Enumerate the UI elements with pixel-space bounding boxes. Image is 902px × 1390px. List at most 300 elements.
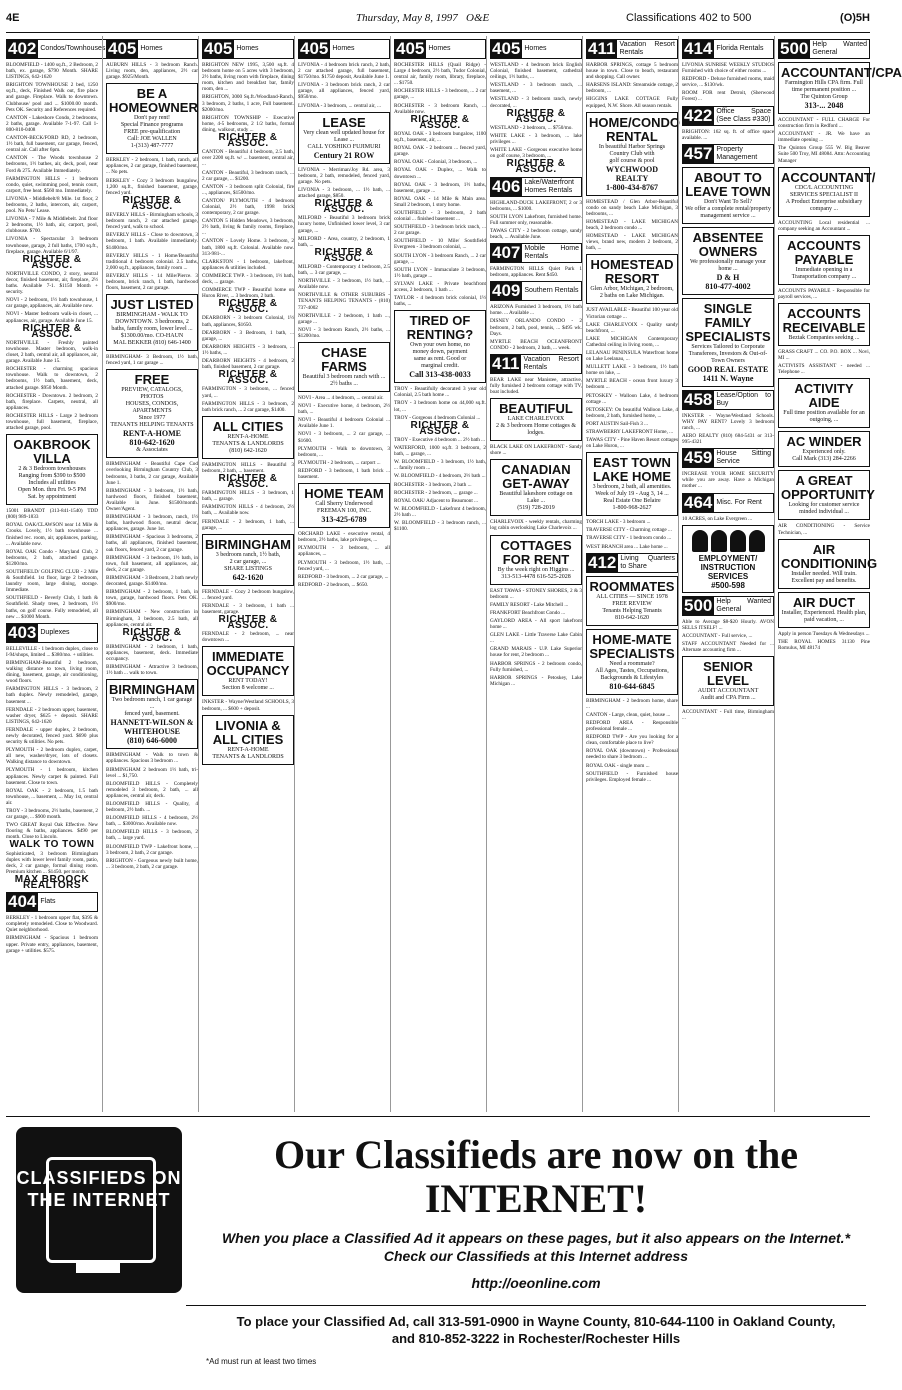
classified-ad: ROYAL OAK/CLAWSON near 14 Mile & Crooks. Lovely, 1½ bath townhouse ... finished rec. room, air, appliances, parking, ... Available now. — [6, 522, 98, 547]
category-heading — [490, 281, 582, 301]
classified-ad: REDFORD - 3 bedroom, 1 bath brick ... basement. — [298, 467, 390, 481]
classified-ad: ROYAL OAK - 2 bedroom ... fenced yard, garage. — [394, 145, 486, 158]
category-heading — [586, 553, 678, 573]
classified-ad: MILFORD - Area, country, 2 bedroom, 1 bath, ... — [298, 235, 390, 248]
classified-ad: FERNDALE - 2 bedroom, 1 bath, ... garage, ... — [202, 518, 294, 531]
classified-ad: ROCHESTER HILLS - 3 bedroom, ... 2 car garage, ... — [394, 88, 486, 101]
display-ad-phone: 642-1620 — [232, 572, 264, 582]
classified-ad: LIVONIA - Middlebelt/8 Mile. 1st floor, 2 bedrooms, 2 baths, intercom, air, carport, pool. No Pets/ Lease. — [6, 195, 98, 215]
display-ad-phone: 810-644-6845 — [609, 681, 655, 691]
display-ad-line: By the week right on Higgins ... — [497, 566, 575, 573]
display-ad-line: RENT-A-HOME — [227, 433, 269, 440]
display-ad-headline: ROOMMATES — [589, 578, 675, 594]
classified-column — [6, 36, 106, 1112]
category-heading — [682, 493, 774, 513]
display-ad-box — [586, 112, 678, 196]
classified-ad: BEAR LAKE near Manistee, attractive, fully furnished 2 bedroom cottage with TV, boat included. — [490, 376, 582, 396]
category-number: 403 — [8, 622, 37, 642]
classified-ad: ROCHESTER HILLS (Quail Ridge) - Large 4 bedroom, 2½ bath, Tudor Colonial, central air, family room, library, fireplace, ... $1750. — [394, 62, 486, 87]
classified-ad: ACTIVISTS ASSISTANT - needed ... Telephone ... — [778, 363, 870, 376]
display-ad-line: Tenants Helping Tenants — [602, 607, 662, 614]
classified-ad: SOUTHFIELD - 10 Mile/ Southfield Evergreen - 3 bedroom colonial, ... — [394, 238, 486, 251]
classified-ad: BLOOMFIELD HILLS - Quality, 4 bedroom, 2½ bath. ... — [106, 801, 198, 814]
classified-ad: W. BLOOMFIELD - 3 bedroom ranch, ... $1100. — [394, 519, 486, 533]
display-ad-company: RENT-A-HOME — [123, 429, 181, 439]
display-ad-box — [586, 576, 678, 626]
classified-ad: BIRMINGHAM - 2 bedroom home, share ... — [586, 697, 678, 710]
display-ad-line: Immediate opening in a Transportation company ... — [791, 266, 857, 280]
display-ad-line: Very clean well updated house for Lease ... — [303, 129, 385, 143]
category-number: 500 — [780, 39, 809, 58]
display-ad-line: 3 bedroom ranch, 1½ bath, — [215, 551, 281, 558]
page-header — [6, 6, 870, 33]
display-ad-box — [490, 535, 582, 585]
classified-ad: BIRMINGHAM - 2 bedroom, 1 bath, in town, garage, hardwood floors. Pets OK. $900/mo. — [106, 589, 198, 608]
classified-ad: ACCOUNTS PAYABLE - Responsible for payroll services, ... — [778, 287, 870, 300]
category-heading — [490, 177, 582, 197]
display-ad-line: TENANTS & LANDLORDS — [212, 440, 284, 447]
classified-ad: GRAND MARAIS - U.P. Lake Superior house for rent, 2 bedroom ... — [490, 646, 582, 659]
display-ad-headline: SENIOR LEVEL — [703, 659, 753, 689]
display-ad-line: (810) 642-1620 — [229, 447, 267, 454]
classified-ad: ACCOUNTANT - Full service, ... — [682, 632, 753, 639]
classified-ad: MYRTLE BEACH OCEANFRONT CONDO - 2 bedroom, 2 bath, ... week. — [490, 338, 582, 351]
classified-ad: LIVONIA - 7 Mile & Middlebelt. 2nd floor 2 bedrooms, 1½ bath, air, carport, pool, clubhouse. $700. — [6, 216, 98, 235]
classified-ad: ROOM FOR rent Detroit, (Sherwood Forest) ... — [682, 90, 774, 103]
classified-ad: ROCHESTER - charming spacious townhouse. Walk to downtown, 2 bedrooms, 1½ bath, basement, deck, attached garage. $950 Month. — [6, 366, 98, 391]
classified-ad: 15001 BRANDT (313-841-1540) TDD (800) 989-1833 — [6, 508, 98, 521]
display-ad-line: A Product Enterprise subsidiary company ... — [785, 198, 863, 212]
classified-ad: TROY - 3 bedrooms, 2½ baths, basement, 2 car garage, ... $900 month. — [6, 808, 98, 821]
display-ad-box — [106, 83, 198, 154]
advertiser-logo: RICHTER & ASSOC. — [506, 158, 566, 176]
display-ad-headline: LIVONIA & ALL CITIES — [212, 717, 284, 747]
category-heading — [490, 39, 582, 59]
classified-ad: BEVERLY HILLS - 14 Mile/Pierce. 3 bedroom, brick ranch, 1 bath, hardwood floors, basement, 2 car garage. — [106, 272, 198, 292]
category-label: Vacation Resort Rentals — [521, 354, 582, 374]
display-ad-line: 2 & 3 Bedroom townhouses — [18, 466, 86, 473]
display-ad-line: Own your own home, no — [410, 342, 470, 349]
classified-ad: WHITE LAKE - Gorgeous executive home on golf course, 3 bedroom, ... — [490, 147, 582, 160]
promo-footnote: *Ad must run at least two times — [206, 1357, 317, 1366]
issue-date: Thursday, May 8, 1997 O&E — [356, 12, 490, 24]
display-ad-line: Since 1977 — [138, 415, 166, 422]
classified-ad: DEARBORN HEIGHTS - 3 bedroom, ... 1½ baths, ... — [202, 343, 294, 356]
classified-ad: ROYAL OAK - 3 bedroom, 1½ baths, basement, garage ... — [394, 181, 486, 194]
display-ad-line: Full time position available for an outgoing, ... — [783, 410, 865, 424]
display-ad-box — [682, 298, 774, 387]
classified-ad: SOUTHFIELD - Furnished house privileges. Employed female ... — [586, 770, 678, 783]
classified-ad: PLYMOUTH - 2 bedroom duplex, carpet, all new, washer/dryer, lots of closets. Walking distance to downtown. — [6, 747, 98, 766]
display-ad-line: Special Finance programs — [120, 122, 184, 129]
display-ad-headline: BEAUTIFUL — [499, 401, 573, 417]
display-ad-headline: ABOUT TO LEAVE TOWN — [685, 169, 771, 199]
display-ad-line: Country Club with — [609, 150, 655, 157]
classified-ad: PLYMOUTH - Walk to downtown, 3 bedroom, ... — [298, 445, 390, 458]
category-heading — [682, 390, 774, 410]
display-ad-phone: 1411 N. Wayne — [702, 373, 754, 383]
display-ad-headline: COTTAGES FOR RENT — [500, 537, 572, 567]
classified-ad: GRASS CRAFT ... CO. P.O. BOX ... Novi, MI ... — [778, 349, 870, 362]
classified-ad: FARMINGTON HILLS - Beautiful 3 bedroom, 2 bath, ... basement. — [202, 461, 294, 474]
classified-ad: REDFORD - 3 bedroom, ... 2 car garage, ... — [298, 573, 389, 580]
category-heading — [6, 39, 106, 59]
display-ad-line: We professionally manage your home ... — [690, 258, 766, 272]
display-ad-headline: ACCOUNTS PAYABLE — [787, 237, 861, 267]
classified-ad: ROYAL OAK - single mom ... — [586, 762, 650, 769]
classified-ad: DISNEY ORLANDO CONDO - 2 bedroom, 2 bath, pool, tennis, ... $495 wk. Days. — [490, 318, 582, 337]
category-number: 405 — [300, 39, 329, 58]
classified-ad: BIRMINGHAM - Beautiful Cape Cod overlooking Birmingham Country Club, 3 bedrooms, 3 baths, 2 car garage, Available June 1. — [106, 461, 198, 486]
classified-ad: LIVONIA - 3 bedroom, ... central air, ... — [298, 102, 381, 109]
classified-ad: TAWAS CITY - Pine Haven Resort cottages on Lake Huron, ... — [586, 437, 678, 450]
classified-ad: BRIGHTON NEW 1995, 3,500 sq.ft. 4 bedroom home on 5 acres with 3 bedroom, 2½ baths, living room with fireplace, dining room, kitchen and breakfast bar, family room, den ... — [202, 62, 294, 93]
display-ad-headline: ACCOUNTS RECEIVABLE — [782, 306, 866, 336]
classified-ad: NORTHVILLE CONDO, 2 story, neutral decor, finished basement, air, fireplace, 2½ baths. Available 7-1. $1150 Month + security. — [6, 270, 98, 296]
display-ad-box — [586, 452, 678, 516]
classified-ad: TWO GREAT Royal Oak Effective. New flooring & baths, appliances. $490 per month. Close to Lincoln. — [6, 822, 98, 841]
classified-ad: FARMINGTON HILLS - 3 bedroom, 2 bath duplex. Newly remodeled, garage, basement ... — [6, 686, 98, 705]
classified-ad: LAKE CHARLEVOIX - Quality sandy beachfront, ... — [586, 321, 678, 334]
classified-column — [678, 36, 774, 1112]
classified-ad: CANTON - 3 bedroom split Colonial, fire ..., appliances, $1500/mo. — [202, 183, 294, 196]
display-ad-box — [106, 369, 198, 458]
display-ad-box — [778, 431, 870, 467]
display-ad-headline: SINGLE FAMILY SPECIALISTS — [685, 300, 771, 344]
display-ad-line: Audit and CPA Firm ... — [700, 695, 756, 702]
classified-ad: NOVI - 3 bedroom, ... 2 car garage, ... $1600. — [298, 431, 390, 444]
display-ad-phone: 810-477-4002 — [705, 281, 751, 291]
display-ad-company: D & H — [716, 272, 740, 282]
advertiser-logo: RICHTER & ASSOC. — [410, 419, 470, 437]
classified-ad: ROYAL OAK - 2 bedroom, 1.5 bath townhouse, ... basement, ... May 1st, central air. — [6, 787, 98, 806]
category-heading — [394, 39, 486, 59]
display-ad-line: 2 car garage, ... — [229, 558, 267, 565]
display-ad-line: We offer a complete rental/property management service ... — [685, 205, 771, 219]
employment-range: #500-598 — [711, 580, 745, 590]
display-ad-line: CDC/L ACCOUNTING SERVICES SPECIALIST II — [789, 184, 859, 198]
display-ad-box — [298, 342, 390, 392]
classified-ad: ORCHARD LAKE - executive rental, 4 bedroom, 2½ baths, lake privileges, ... — [298, 531, 390, 544]
category-label: Homes — [138, 39, 198, 59]
internet-promo-banner — [6, 1116, 870, 1385]
display-ad-headline: AIR CONDITIONING — [781, 541, 878, 571]
display-ad-headline: A GREAT OPPORTUNITY — [781, 473, 875, 503]
display-ad-headline: CANADIAN GET-AWAY — [501, 462, 571, 492]
display-ad-line: $1300.00/mo. CO-HAUN — [120, 333, 184, 340]
classified-ad: REDFORD - 2 bedroom, ... $650. — [298, 581, 369, 588]
display-ad-line: Week of July 19 - Aug 3, 14 ... — [595, 491, 669, 498]
display-ad-box — [586, 629, 678, 695]
classified-ad: BEVERLY HILLS - Close to downtown, 3 bedroom, 1 bath. Available immediately. $1400/mo. — [106, 232, 198, 251]
classified-ad: PLYMOUTH - 3 bedroom, ... all appliances, ... — [298, 545, 390, 558]
classified-ad: BIRMINGHAM - Spacious 3 bedrooms, 2 baths, all appliances, finished basement, oak floors, fenced yard, 2 car garage. — [106, 534, 198, 553]
promo-body: When you place a Classified Ad it appears on these pages, but it also appears on the Internet.* Check our Classifieds at this Internet address — [221, 1230, 851, 1264]
category-label: Condos/Townhouses — [38, 39, 108, 59]
display-ad-line: Beztak Companies seeking ... — [788, 335, 860, 342]
category-label: Vacation Resort Rentals — [617, 39, 678, 59]
category-number: 404 — [8, 892, 37, 912]
classified-ad: CANTON-BECK/FORD RD, 2 bedroom, 1½ bath, full basement, car garage, fenced, central air. Call after 6pm. — [6, 135, 98, 154]
display-ad-box — [106, 294, 198, 351]
classified-ad: WATERFORD, 1000 sq.ft. 3 bedroom, 2 bath, ... garage, ... — [394, 445, 486, 458]
classified-ad: GAYLORD AREA - All sport lakefront home ... — [490, 617, 582, 631]
advertiser-logo: RICHTER & ASSOC. — [122, 626, 182, 644]
display-ad-box — [778, 303, 870, 346]
classified-ad: ROYAL OAK - 3 bedroom bungalow, 1100 sq.ft., basement, air, ... — [394, 130, 486, 144]
classified-ad: MILFORD - Beautiful 3 bedroom brick luxury home, Unfinished lower level, 3 car garage, ... — [298, 215, 390, 234]
classified-ad: ROCHESTER - Downtown. 2 bedroom, 2 bath, fireplace. Carpets, neutral, all appliances. — [6, 392, 98, 411]
display-ad-line: golf course & pool — [609, 157, 655, 164]
classified-ad: HARBOR SPRINGS - 2 bedroom condo, Fully furnished, ... — [490, 660, 582, 673]
people-figures-icon — [685, 530, 771, 552]
advertiser-logo: RICHTER & ASSOC. — [22, 253, 82, 271]
advertiser-logo: WALK TO TOWN — [9, 839, 95, 851]
advertiser-logo: RICHTER & ASSOC. — [122, 194, 182, 212]
display-ad-line: Don't pay rent! — [133, 115, 171, 122]
category-label: House Sitting Service — [714, 448, 774, 468]
display-ad-line: Section 8 welcome ... — [222, 685, 274, 692]
display-ad-line: Farmington Hills CPA firm. Full time permanent position ... — [785, 80, 863, 93]
display-ad-headline: ACCOUNTANT/CPA — [781, 65, 902, 80]
advertiser-logo: MAX BROOCK REALTORS — [14, 873, 90, 892]
category-heading — [778, 39, 870, 59]
classified-ad: BLOOMFIELD HILLS - 4 bedroom, 2½ bath, ... $3000/mo. Available now. — [106, 815, 198, 828]
display-ad-line: LAKE CHARLEVOIX — [507, 416, 565, 423]
classified-ad: ROYAL OAK - 14 Mile & Main area. Small 2 bedroom, 1 story home. — [394, 195, 486, 208]
display-ad-headline: TIRED OF RENTING? — [406, 313, 474, 343]
display-ad-line: Don't Want To Sell? — [703, 198, 753, 205]
display-ad-line: Need a roommate? — [609, 660, 655, 667]
display-ad-line: Services Tailored to Corporate — [691, 343, 765, 350]
classified-ad: ACCOUNTANT - FULL CHARGE For construction firm in Redford ... — [778, 117, 870, 130]
display-ad-box — [6, 434, 98, 505]
category-heading — [490, 354, 582, 374]
advertiser-logo: RICHTER & ASSOC. — [218, 472, 278, 491]
category-heading — [202, 39, 294, 59]
classified-ad: LIVONIA - 3 bedroom brick ranch, 2 car garage, all appliances, fenced yard, $950/mo. — [298, 82, 390, 101]
display-ad-line: HOUSES, CONDOS, APARTMENTS — [125, 401, 179, 415]
advertiser-logo: RICHTER & ASSOC. — [218, 132, 278, 150]
display-ad-line: money down, payment — [412, 349, 468, 356]
category-heading — [106, 39, 198, 59]
display-ad-line: 810-642-1620 — [615, 614, 649, 621]
classified-ad: INKSTER - Wayne/Westland SCHOOLS, 3 bedroom, ... $600 + deposit. — [202, 699, 294, 712]
advertiser-logo: RICHTER & ASSOC. — [506, 107, 566, 125]
display-ad-phone: 1-800-434-8767 — [606, 182, 658, 192]
classified-ad: FARMINGTON HILLS - 3 bedroom, 2 bath brick ranch, ... 2 car garage, $1400. — [202, 400, 294, 413]
classified-ad: LIVONIA - Spectacular 3 bedroom townhouse, garage, 2 full baths, 1700 sq.ft., fireplace, garage. Available 6/1/97. — [6, 236, 98, 255]
category-number: 409 — [492, 281, 521, 301]
category-label: Lease/Option to Buy — [714, 390, 774, 410]
classified-ad: FARMINGTON HILLS - 4 bedroom, 2½ bath, ... Available now. — [202, 504, 294, 517]
category-number: 500 — [684, 595, 713, 615]
classified-ad: HIGGINS LAKE COTTAGE Fully equipped, N.W. Shore. All season rentals. — [586, 96, 678, 109]
classified-ad: BERKLEY - Cozy 3 bedroom bungalow, 1,200 sq.ft., finished basement, garage, fenced yard. — [106, 177, 198, 196]
category-number: 406 — [492, 176, 521, 196]
classified-ad: PETOSKEY: On beautiful Walloon Lake, 4 bedroom, 2 bath, furnished home, ... — [586, 406, 678, 419]
classified-ad: FARMINGTON HILLS Quiet Park 1 bedroom, appliances. Rent $450. — [490, 266, 582, 279]
classified-ad: LELANAU PENINSULA Waterfront home on Lake Leelanau, ... — [586, 349, 678, 363]
classified-ad: BLACK LAKE ON LAKEFRONT - Sandy shore ... — [490, 444, 582, 457]
display-ad-company: HANNETT-WILSON & WHITEHOUSE — [110, 718, 194, 737]
category-heading — [682, 144, 774, 164]
display-ad-box — [298, 112, 390, 164]
category-label: Homes — [522, 39, 582, 59]
classifieds-columns — [6, 36, 902, 1112]
paper-name: O&E — [466, 12, 490, 24]
monitor-stand-icon — [76, 1263, 120, 1273]
display-ad-line: Ranging from $390 to $500 — [18, 473, 86, 480]
display-ad-box — [778, 378, 870, 428]
classified-ad: Able to Average $8-$20 Hourly. AVON SELLS ITSELF! ... — [682, 618, 774, 631]
display-ad-line: All Ages, Tastes, Occupations, — [595, 667, 669, 674]
display-ad-headline: FREE — [134, 372, 170, 388]
display-ad-phone: 810-642-1620 — [129, 438, 175, 448]
classified-ad: TROY - Gorgeous 4 bedroom Colonial ... — [394, 414, 481, 421]
classified-ad: ROCHESTER - 3 bedroom, 2 bath ... — [394, 481, 472, 488]
display-ad-phone: 313-425-6789 — [321, 515, 367, 525]
classified-ad: WESTLAND - 3 bedroom ranch, newly decorated, ... — [490, 96, 582, 109]
classified-ad: CANTON - Beautiful, 3 bedroom ranch, ... 2 car garage, ... $1200. — [202, 169, 294, 182]
classified-ad: AERO REALTY (810) 684-5431 or 313-995-4321 — [682, 433, 774, 446]
promo-url-link[interactable]: http://oeonline.com — [471, 1275, 601, 1291]
classified-ad: ROCHESTER HILLS - Large 2 bedroom townhouse, full basement, fireplace, attached garage, pool. — [6, 412, 98, 432]
display-ad-line: Transferees, Investors & Out-of-Town Owners — [688, 350, 768, 364]
display-ad-line: 3 bedroom, 2 bath, all amenities. — [592, 484, 672, 491]
display-ad-box — [682, 227, 774, 295]
category-label: Duplexes — [38, 623, 98, 643]
display-ad-line: Excellent pay and benefits. — [791, 577, 857, 584]
display-ad-headline: AIR DUCT — [792, 594, 856, 610]
display-ad-phone: Call 313-438-0033 — [409, 370, 471, 380]
category-number: 457 — [684, 143, 713, 163]
classified-ad: BLOOMFIELD HILLS - 3 bedroom, 2 bath, ... large yard. — [106, 829, 198, 842]
category-heading — [6, 623, 98, 643]
classified-ad: BERKLEY - 1 bedroom upper flat, $395 & completely remodeled. Close to Woodward. Quiet neighborhood. — [6, 915, 98, 934]
classified-ad: SOUTH LYON Lakefront, furnished home. Full summer only, reasonable. — [490, 213, 582, 226]
classified-ad: TORCH LAKE - 3 bedroom ... — [586, 519, 651, 526]
display-ad-phone: (810) 646-6000 — [127, 736, 177, 746]
display-ad-line: CALL YOSHIKO FUJIMURI — [307, 143, 381, 150]
classified-ad: INKSTER - Wayne/Westland Schools. WHY PAY RENT? Lovely 3 bedroom ranch, ... — [682, 412, 774, 431]
classified-ad: BEVERLY HILLS - Birmingham schools, 3 bedroom ranch, 2 car attached garage, fenced yard, walk to school. — [106, 212, 198, 231]
classified-column — [294, 36, 390, 1112]
display-ad-line: Open Mon. thru Fri. 9-5 PM — [17, 487, 87, 494]
display-ad-line: Installer needed. Will train. — [791, 570, 857, 577]
page-number-right: (O)5H — [840, 12, 870, 24]
display-ad-box — [394, 310, 486, 383]
display-ad-headline: BE A HOMEOWNER — [109, 86, 198, 116]
category-heading — [682, 106, 774, 126]
promo-divider — [186, 1305, 866, 1306]
classified-ad: SOUTH LYON - Immaculate 3 bedroom, 1½ bath, garage ... — [394, 266, 486, 279]
classified-ad: CLARKSTON - 1 bedroom, lakefront, appliances & utilities included. — [202, 258, 294, 271]
classified-ad: BERKLEY - 2 bedroom, 1 bath, ranch, all appliances, 2 car garage, finished basement, ... No pets. — [106, 157, 198, 176]
display-ad-headline: BIRMINGHAM — [205, 536, 291, 552]
display-ad-line: AUDIT ACCOUNTANT — [697, 688, 759, 695]
classified-ad: W. BLOOMFIELD - 3 bedroom, 1½ bath, ... family room ... — [394, 459, 486, 472]
classified-ad: WEST BRANCH area ... Lake home ... — [586, 543, 668, 550]
classified-ad: BIRMINGHAM - 3 bedroom, ranch, 1½ baths, hardwood floors, neutral decor, appliances, garage. June 1st. — [106, 514, 198, 533]
classified-ad: BIRMINGHAM - Walk to town & appliances. Spacious 3 bedroom ... — [106, 752, 198, 765]
classified-ad: NORTHVILLE - 2 bedroom, 1 bath ..., garage ... — [298, 312, 390, 325]
classified-ad: DEARBORN - 3 bedroom Colonial, 1½ bath, appliances, $1650. — [202, 315, 294, 328]
classified-ad: WESTLAND - 2 bedroom, ... $750/mo. — [490, 124, 573, 131]
classified-ad: NOVI - Area ... 4 bedroom, ... central air. — [298, 395, 384, 401]
classified-ad: MILFORD - Contemporary 4 bedroom, 2.5 bath, ... 3 car garage, ... — [298, 263, 390, 277]
classified-ad: SYLVAN LAKE - Private beachfront access, 2 bedroom, 1 bath ... — [394, 280, 486, 293]
category-label: Flats — [38, 892, 98, 912]
display-ad-headline: HOME/CONDO RENTAL — [589, 114, 680, 144]
display-ad-line: 1-(313) 487-7777 — [130, 143, 174, 150]
display-ad-box — [202, 715, 294, 765]
display-ad-tail: & Associates — [136, 447, 168, 454]
display-ad-line: FREE pre-qualification — [123, 129, 181, 136]
classified-ad: HOMESTEAD / Glen Arbor-Beautiful condo on sandy beach Lake Michigan, 3 bedrooms, ... — [586, 198, 678, 217]
display-ad-headline: IMMEDIATE OCCUPANCY — [206, 649, 290, 679]
advertiser-logo: RICHTER & ASSOC. — [314, 246, 374, 264]
classified-ad: FARMINGTON HILLS - 3 bedroom, 1 bath, ... garage. — [202, 490, 294, 503]
category-number: 459 — [684, 448, 713, 468]
classified-ad: BLOOMFIELD - 1400 sq.ft., 2 Bedroom, 2 bath, ex. garage, $790 Month. SHARE LISTINGS, 642-1620 — [6, 62, 98, 81]
promo-phone-line-1: To place your Classified Ad, call 313-591-0900 in Wayne County, 810-644-1100 in Oakland County, — [236, 1314, 836, 1329]
classified-column — [582, 36, 678, 1112]
classified-ad: BIRMINGHAM- 3 Bedroom, 1½ bath, fenced yard, 1 car garage ... — [106, 354, 198, 367]
classified-ad: NOVI - 3 bedroom Ranch, 2½ baths, ... $1200/mo. — [298, 326, 390, 339]
classified-ad: NOVI - Master bedroom walk-in closet, ... appliances, air, garage. Available June 15. — [6, 311, 98, 324]
advertiser-logo: RICHTER & ASSOC. — [314, 198, 374, 216]
classified-column — [774, 36, 902, 1112]
classified-ad: BIRMINGHAM - Spacious 1 bedroom upper. Private entry, appliances, basement, garage + utilities. $575. — [6, 935, 98, 954]
classified-ad: FRANKFORT Beachfront Condo ... — [490, 609, 566, 616]
display-ad-box — [106, 679, 198, 749]
category-heading — [490, 243, 582, 263]
display-ad-line: Real Estate One Belaire — [603, 498, 661, 505]
classified-ad: REDFORD TWP - Are you looking for a clean, comfortable place to live? — [586, 734, 678, 747]
display-ad-company: GOOD REAL ESTATE — [687, 364, 769, 374]
display-ad-box — [778, 235, 870, 285]
classified-ad: PORT AUSTIN Sail-Fish 3 ... — [586, 420, 648, 427]
display-ad-box — [778, 539, 878, 589]
display-ad-headline: ACCOUNTANT/ — [781, 169, 876, 185]
classified-ad: BIRMINGHAM - Attractive 3 bedroom, 1½ bath ... walk to town. — [106, 664, 198, 677]
display-ad-line: fenced yard, basement. — [124, 711, 180, 718]
display-ad-line: Beautiful lakeshore cottage on Lake ... — [499, 491, 573, 505]
display-ad-line: Includes all utilities — [28, 480, 76, 487]
classified-ad: CANTON - Lovely Home. 3 bedroom, 2 bath, 1800 sq.ft. Colonial. Available now. 313-981-... — [202, 238, 294, 257]
display-ad-box — [778, 62, 902, 114]
classified-ad: ROYAL OAK (downtown) - Professional needed to share 3 bedroom ... — [586, 748, 678, 761]
category-number: 411 — [492, 353, 520, 373]
classified-ad: TROY - 3 bedroom home on 44,000 sq.ft. lot, ... — [394, 400, 486, 413]
display-ad-line: RENT-A-HOME — [227, 746, 269, 753]
section-title: Classifications 402 to 500 — [626, 12, 752, 24]
classified-ad: BIRMINGHAM - 3 Bedroom, 2 bath newly decorated, garage. $1400/mo. — [106, 574, 198, 588]
classified-ad: ACCOUNTANT - Full time, Birmingham ... — [682, 709, 774, 722]
classified-ad: HOMESTEAD - LAKE MICHIGAN views, brand new, modern 2 bedroom, 2 bath, ... — [586, 233, 678, 252]
classified-ad: LIVONIA - 3 bedroom, ... 1½ bath, ... attached garage, $850. — [298, 186, 390, 200]
classified-ad: Apply in person Tuesdays & Wednesdays ... — [778, 630, 870, 637]
display-ad-headline: EAST TOWN LAKE HOME — [593, 455, 671, 485]
display-ad-line: Beautiful 3 bedroom ranch with ... — [302, 374, 386, 380]
classified-ad: BIRMINGHAM - New construction in Birmingham, 3 bedroom, 2.5 bath, all appliances, central air. — [106, 609, 198, 628]
classified-ad: ROCHESTER - 2 bedroom, ... garage ... — [394, 489, 478, 496]
classified-ad: PLYMOUTH - 2 bedroom, ... carport ... — [298, 459, 381, 466]
classified-ad: BEVERLY HILLS - 1 Home/Beautiful traditional 4 bedroom colonial. 2.5 baths, 2,000 sq.ft., appliances, family room ... — [106, 252, 198, 271]
display-ad-line: MAL BEKKER (810) 646-1400 — [113, 340, 191, 347]
classified-ad: CHARLEVOIX - weekly rentals, charming log cabin overlooking Lake Charlevoix ... — [490, 519, 582, 532]
